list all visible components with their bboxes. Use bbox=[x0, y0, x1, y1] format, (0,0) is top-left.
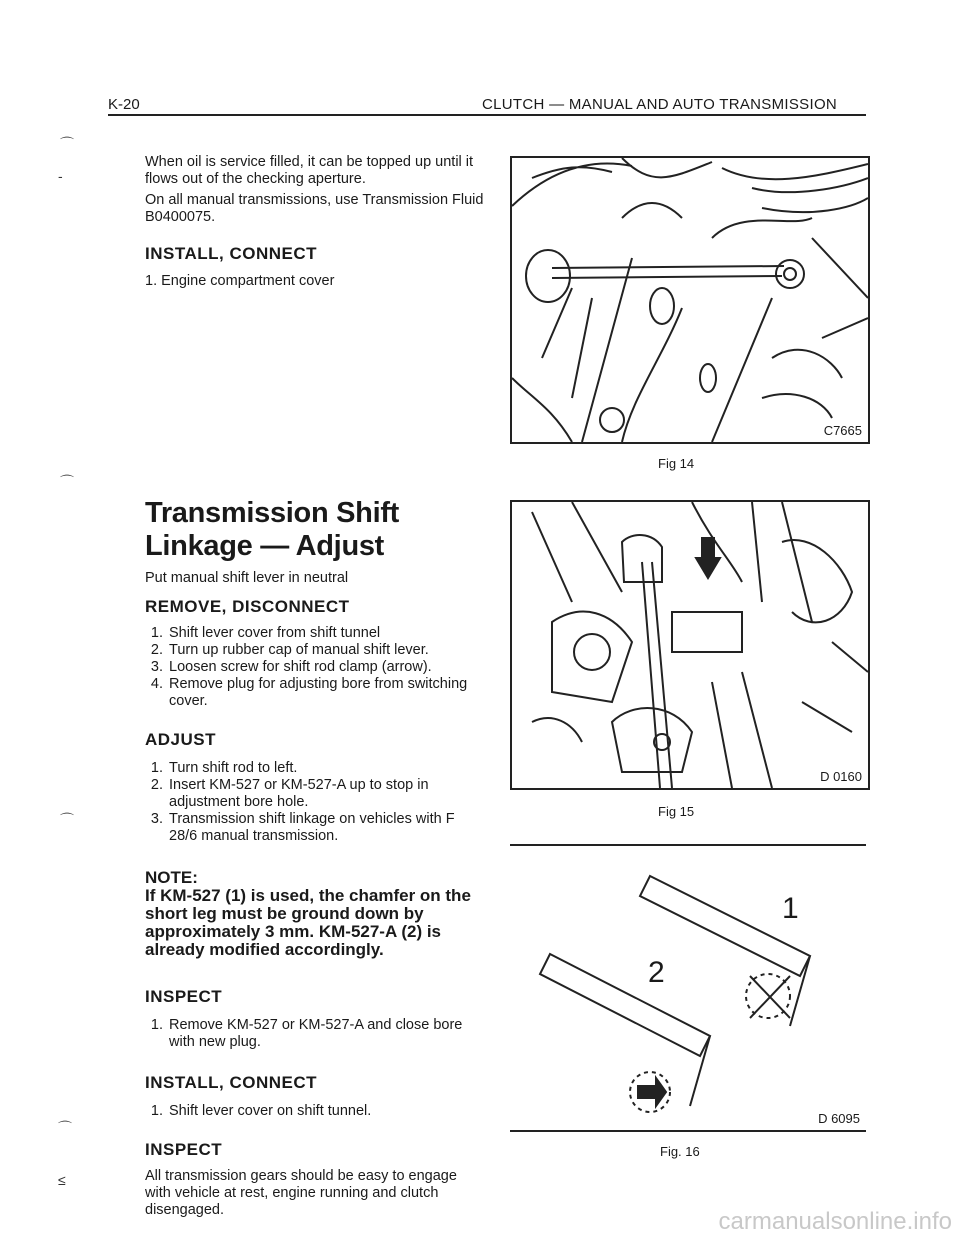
note-text: If KM-527 (1) is used, the chamfer on the short leg must be ground down by approximately 3 mm. KM-527-A (2) is already modified accordingly. bbox=[145, 886, 471, 959]
figure-caption: Fig. 16 bbox=[660, 1144, 700, 1159]
watermark: carmanualsonline.info bbox=[718, 1208, 952, 1235]
shift-linkage-section bbox=[145, 497, 485, 1219]
figure-14-image bbox=[510, 156, 870, 444]
intro-block bbox=[145, 154, 485, 290]
scan-mark: ⌒ bbox=[58, 1120, 72, 1136]
part-label-1: 1 bbox=[782, 892, 799, 925]
scan-mark: - bbox=[58, 168, 63, 184]
figure-caption: Fig 15 bbox=[658, 804, 695, 819]
figure-code: D 0160 bbox=[820, 769, 862, 784]
figure-code: D 6095 bbox=[818, 1111, 860, 1126]
install-heading: INSTALL, CONNECT bbox=[145, 244, 318, 263]
list-item: 1. Remove KM-527 or KM-527-A and close bore with new plug. bbox=[167, 1017, 485, 1051]
inspect-list bbox=[145, 1017, 485, 1051]
inspect-heading: INSPECT bbox=[145, 987, 223, 1006]
intro-paragraph: When oil is service filled, it can be topped up until it flows out of the checking aperture. bbox=[145, 154, 474, 187]
list-item: 1. Shift lever cover from shift tunnel bbox=[167, 625, 485, 642]
list-item: 1. Shift lever cover on shift tunnel. bbox=[167, 1103, 485, 1120]
list-item: 3. Loosen screw for shift rod clamp (arrow). bbox=[167, 659, 485, 676]
note-label: NOTE: bbox=[145, 868, 198, 887]
install-list bbox=[145, 1103, 485, 1120]
intro-paragraph: On all manual transmissions, use Transmission Fluid B0400075. bbox=[145, 192, 484, 225]
list-item: 1. Turn shift rod to left. bbox=[167, 760, 485, 777]
header-rule bbox=[108, 114, 866, 116]
page-header-title: CLUTCH — MANUAL AND AUTO TRANSMISSION bbox=[482, 96, 838, 113]
figure-caption: Fig 14 bbox=[658, 456, 695, 471]
install-item: 1. Engine compartment cover bbox=[145, 273, 335, 289]
page-number: K-20 bbox=[108, 96, 140, 113]
scan-mark: ⌒ bbox=[60, 474, 74, 490]
section-title: Transmission Shift bbox=[145, 497, 400, 529]
scan-mark: ≤ bbox=[58, 1172, 66, 1188]
list-item: 2. Turn up rubber cap of manual shift lever. bbox=[167, 642, 485, 659]
adjust-heading: ADJUST bbox=[145, 730, 217, 749]
list-item: 2. Insert KM-527 or KM-527-A up to stop in adjustment bore hole. bbox=[167, 777, 485, 811]
scan-mark: ⌒ bbox=[60, 136, 74, 152]
remove-heading: REMOVE, DISCONNECT bbox=[145, 597, 350, 616]
figure-15-image bbox=[510, 500, 870, 790]
adjust-list bbox=[145, 760, 485, 845]
install-heading: INSTALL, CONNECT bbox=[145, 1073, 318, 1092]
list-item: 3. Transmission shift linkage on vehicles with F 28/6 manual transmission. bbox=[167, 811, 485, 845]
part-label-2: 2 bbox=[648, 956, 665, 989]
section-subtitle: Put manual shift lever in neutral bbox=[145, 570, 349, 586]
list-item: 4. Remove plug for adjusting bore from switching cover. bbox=[167, 676, 485, 710]
figure-code: C7665 bbox=[823, 423, 862, 438]
inspect-text: All transmission gears should be easy to engage with vehicle at rest, engine running and clutch disengaged. bbox=[145, 1168, 457, 1218]
section-title: Linkage — Adjust bbox=[145, 530, 385, 562]
inspect-heading: INSPECT bbox=[145, 1140, 223, 1159]
figure-16-image bbox=[510, 844, 866, 1132]
remove-list bbox=[145, 625, 485, 710]
scan-mark: ⌒ bbox=[60, 812, 74, 828]
